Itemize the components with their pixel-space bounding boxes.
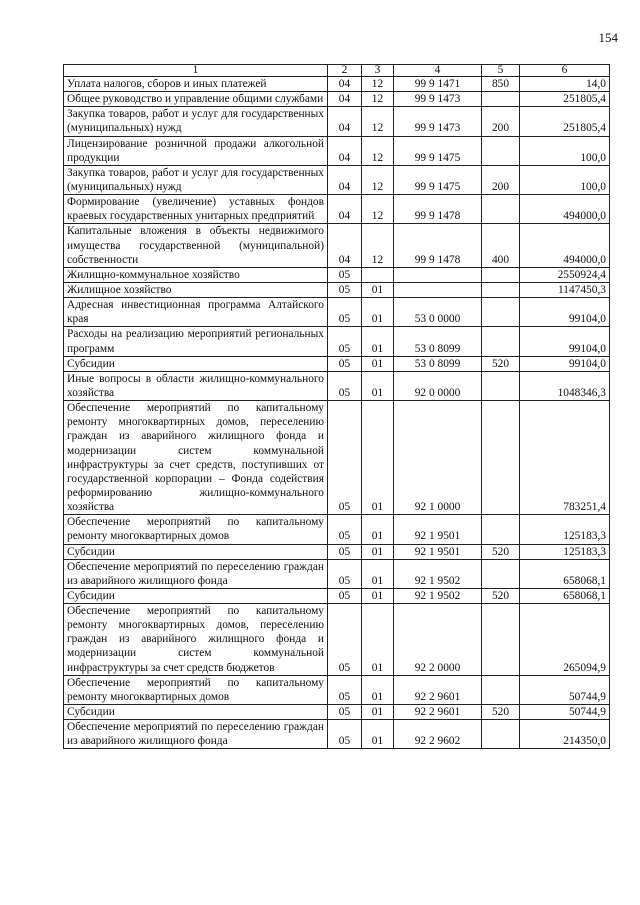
cell-sum: 251805,4 [520, 92, 610, 107]
cell-expense-type [482, 515, 520, 544]
budget-table [63, 64, 610, 749]
cell-target-article: 92 1 9501 [394, 515, 482, 544]
table-row [64, 77, 610, 92]
cell-sum: 658068,1 [520, 559, 610, 588]
cell-expense-type: 200 [482, 107, 520, 136]
cell-name: Капитальные вложения в объекты недвижимого имущества государственной (муниципальной) собственности [64, 224, 328, 267]
cell-subsection: 01 [362, 588, 394, 603]
cell-subsection: 12 [362, 136, 394, 165]
cell-sum: 494000,0 [520, 224, 610, 267]
cell-name: Жилищно-коммунальное хозяйство [64, 267, 328, 282]
cell-subsection: 01 [362, 356, 394, 371]
cell-subsection: 12 [362, 195, 394, 224]
cell-section: 04 [328, 136, 362, 165]
cell-name: Обеспечение мероприятий по капитальному ремонту многоквартирных домов [64, 515, 328, 544]
cell-sum: 1048346,3 [520, 371, 610, 400]
cell-expense-type: 520 [482, 356, 520, 371]
cell-section: 05 [328, 604, 362, 676]
cell-target-article: 99 9 1471 [394, 77, 482, 92]
table-body [64, 77, 610, 749]
cell-subsection: 01 [362, 282, 394, 297]
cell-target-article: 99 9 1473 [394, 92, 482, 107]
table-row [64, 604, 610, 676]
cell-sum: 125183,3 [520, 544, 610, 559]
table-row [64, 515, 610, 544]
cell-section: 05 [328, 588, 362, 603]
cell-name: Иные вопросы в области жилищно-коммунального хозяйства [64, 371, 328, 400]
cell-target-article: 99 9 1473 [394, 107, 482, 136]
cell-name: Уплата налогов, сборов и иных платежей [64, 77, 328, 92]
cell-expense-type: 200 [482, 165, 520, 194]
table-row [64, 327, 610, 356]
cell-expense-type: 520 [482, 544, 520, 559]
cell-sum: 99104,0 [520, 356, 610, 371]
cell-section: 04 [328, 92, 362, 107]
cell-section: 05 [328, 298, 362, 327]
cell-subsection: 01 [362, 515, 394, 544]
cell-section: 05 [328, 559, 362, 588]
cell-sum: 2550924,4 [520, 267, 610, 282]
cell-name: Обеспечение мероприятий по капитальному ремонту многоквартирных домов [64, 675, 328, 704]
table-row [64, 267, 610, 282]
cell-target-article: 92 2 9601 [394, 675, 482, 704]
cell-expense-type: 400 [482, 224, 520, 267]
cell-sum: 265094,9 [520, 604, 610, 676]
header-col-3: 3 [362, 65, 394, 77]
cell-name: Субсидии [64, 705, 328, 720]
cell-name: Общее руководство и управление общими службами [64, 92, 328, 107]
cell-expense-type [482, 136, 520, 165]
cell-subsection: 12 [362, 224, 394, 267]
cell-subsection: 01 [362, 371, 394, 400]
cell-section: 04 [328, 165, 362, 194]
cell-expense-type [482, 327, 520, 356]
cell-subsection: 01 [362, 604, 394, 676]
header-col-1: 1 [64, 65, 328, 77]
cell-name: Обеспечение мероприятий по переселению граждан из аварийного жилищного фонда [64, 559, 328, 588]
cell-expense-type: 850 [482, 77, 520, 92]
cell-name: Обеспечение мероприятий по капитальному ремонту многоквартирных домов, переселению граждан из аварийного жилищного фонда и модернизации систем коммунальной инфраструктуры за счет средств бюджетов [64, 604, 328, 676]
cell-sum: 100,0 [520, 165, 610, 194]
cell-target-article: 53 0 0000 [394, 298, 482, 327]
cell-sum: 50744,9 [520, 675, 610, 704]
cell-target-article: 92 1 9502 [394, 588, 482, 603]
cell-name: Расходы на реализацию мероприятий региональных программ [64, 327, 328, 356]
table-row [64, 136, 610, 165]
cell-subsection: 01 [362, 705, 394, 720]
cell-section: 05 [328, 356, 362, 371]
table-row [64, 107, 610, 136]
cell-section: 04 [328, 224, 362, 267]
table-row [64, 371, 610, 400]
cell-target-article: 99 9 1475 [394, 136, 482, 165]
cell-sum: 14,0 [520, 77, 610, 92]
cell-name: Закупка товаров, работ и услуг для государственных (муниципальных) нужд [64, 107, 328, 136]
cell-name: Обеспечение мероприятий по переселению граждан из аварийного жилищного фонда [64, 720, 328, 749]
cell-sum: 1147450,3 [520, 282, 610, 297]
cell-target-article [394, 267, 482, 282]
cell-target-article: 99 9 1478 [394, 195, 482, 224]
cell-target-article: 92 2 9601 [394, 705, 482, 720]
cell-subsection: 12 [362, 165, 394, 194]
cell-name: Обеспечение мероприятий по капитальному ремонту многоквартирных домов, переселению граждан из аварийного жилищного фонда и модернизации систем коммунальной инфраструктуры за счет средств, поступивших от государственной корпорации – Фонда содействия реформированию жилищно-коммунального хозяйства [64, 401, 328, 515]
cell-target-article: 92 2 9602 [394, 720, 482, 749]
cell-sum: 50744,9 [520, 705, 610, 720]
table-row [64, 720, 610, 749]
cell-name: Субсидии [64, 356, 328, 371]
table-row [64, 224, 610, 267]
cell-subsection: 01 [362, 675, 394, 704]
cell-sum: 99104,0 [520, 298, 610, 327]
header-col-6: 6 [520, 65, 610, 77]
cell-section: 04 [328, 77, 362, 92]
cell-expense-type [482, 282, 520, 297]
cell-expense-type [482, 195, 520, 224]
cell-expense-type: 520 [482, 705, 520, 720]
cell-section: 04 [328, 195, 362, 224]
cell-target-article: 99 9 1475 [394, 165, 482, 194]
header-col-5: 5 [482, 65, 520, 77]
table-row [64, 401, 610, 515]
cell-target-article: 92 2 0000 [394, 604, 482, 676]
cell-name: Субсидии [64, 544, 328, 559]
cell-target-article: 92 1 0000 [394, 401, 482, 515]
cell-section: 05 [328, 515, 362, 544]
page-number: 154 [598, 30, 618, 45]
cell-subsection: 01 [362, 544, 394, 559]
cell-subsection: 01 [362, 401, 394, 515]
cell-target-article: 92 1 9502 [394, 559, 482, 588]
cell-sum: 658068,1 [520, 588, 610, 603]
cell-section: 05 [328, 544, 362, 559]
cell-expense-type [482, 298, 520, 327]
cell-subsection: 01 [362, 720, 394, 749]
header-col-2: 2 [328, 65, 362, 77]
cell-name: Жилищное хозяйство [64, 282, 328, 297]
table-row [64, 298, 610, 327]
cell-sum: 99104,0 [520, 327, 610, 356]
cell-sum: 125183,3 [520, 515, 610, 544]
table-row [64, 705, 610, 720]
cell-expense-type [482, 401, 520, 515]
cell-section: 05 [328, 705, 362, 720]
cell-section: 05 [328, 267, 362, 282]
cell-section: 05 [328, 675, 362, 704]
cell-sum: 783251,4 [520, 401, 610, 515]
cell-subsection: 12 [362, 107, 394, 136]
cell-section: 05 [328, 282, 362, 297]
table-row [64, 282, 610, 297]
cell-expense-type [482, 604, 520, 676]
cell-name: Адресная инвестиционная программа Алтайского края [64, 298, 328, 327]
table-row [64, 356, 610, 371]
cell-target-article: 99 9 1478 [394, 224, 482, 267]
cell-target-article [394, 282, 482, 297]
cell-expense-type: 520 [482, 588, 520, 603]
cell-expense-type [482, 720, 520, 749]
cell-target-article: 92 0 0000 [394, 371, 482, 400]
cell-expense-type [482, 371, 520, 400]
cell-target-article: 53 0 8099 [394, 327, 482, 356]
cell-name: Субсидии [64, 588, 328, 603]
cell-section: 05 [328, 720, 362, 749]
cell-subsection [362, 267, 394, 282]
cell-expense-type [482, 675, 520, 704]
cell-sum: 251805,4 [520, 107, 610, 136]
cell-expense-type [482, 267, 520, 282]
cell-section: 05 [328, 371, 362, 400]
cell-subsection: 12 [362, 92, 394, 107]
cell-expense-type [482, 92, 520, 107]
cell-subsection: 01 [362, 298, 394, 327]
cell-subsection: 01 [362, 559, 394, 588]
cell-subsection: 12 [362, 77, 394, 92]
header-row [64, 65, 610, 77]
cell-name: Формирование (увеличение) уставных фондов краевых государственных унитарных предприятий [64, 195, 328, 224]
table-row [64, 675, 610, 704]
cell-section: 05 [328, 327, 362, 356]
cell-name: Лицензирование розничной продажи алкогольной продукции [64, 136, 328, 165]
table-row [64, 92, 610, 107]
cell-sum: 100,0 [520, 136, 610, 165]
cell-subsection: 01 [362, 327, 394, 356]
table-row [64, 588, 610, 603]
cell-section: 05 [328, 401, 362, 515]
cell-name: Закупка товаров, работ и услуг для государственных (муниципальных) нужд [64, 165, 328, 194]
cell-section: 04 [328, 107, 362, 136]
header-col-4: 4 [394, 65, 482, 77]
cell-expense-type [482, 559, 520, 588]
table-row [64, 165, 610, 194]
cell-target-article: 53 0 8099 [394, 356, 482, 371]
cell-target-article: 92 1 9501 [394, 544, 482, 559]
table-row [64, 195, 610, 224]
table-row [64, 544, 610, 559]
cell-sum: 494000,0 [520, 195, 610, 224]
cell-sum: 214350,0 [520, 720, 610, 749]
table-row [64, 559, 610, 588]
